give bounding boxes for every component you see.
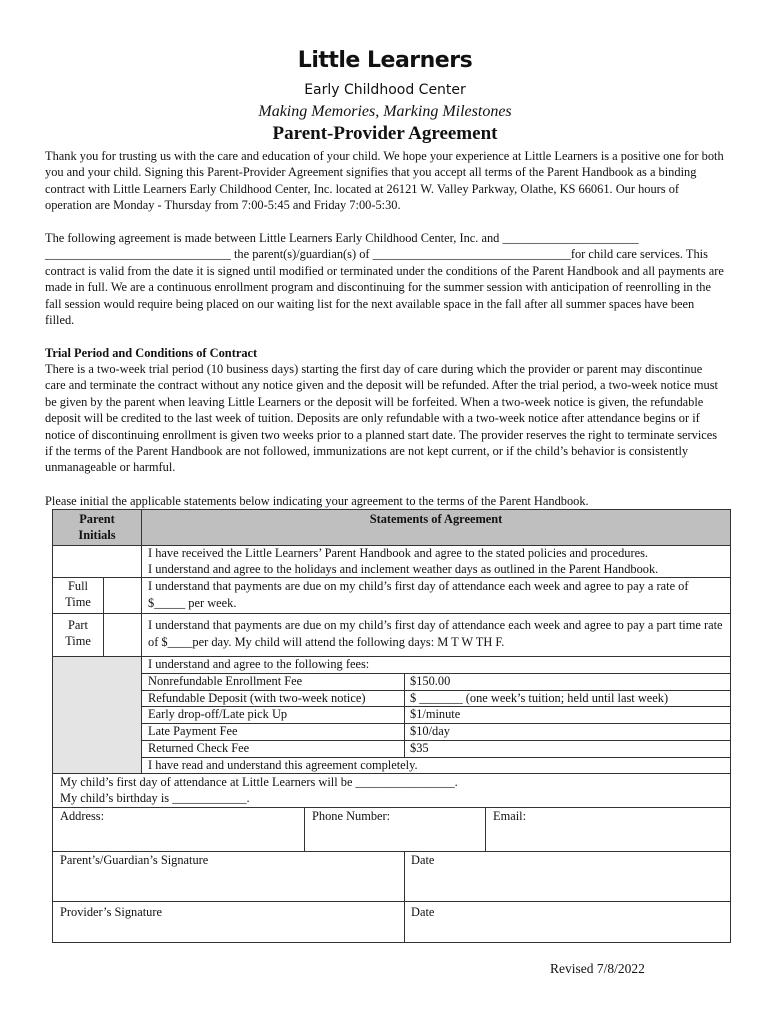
phone-col-divider	[485, 807, 486, 851]
statement-handbook: I have received the Little Learners’ Parent Handbook and agree to the stated policies and procedures.	[148, 546, 648, 560]
fee-name: Late Payment Fee	[148, 724, 238, 738]
tagline: Making Memories, Marking Milestones	[258, 103, 512, 120]
row-line	[53, 901, 730, 902]
fee-name: Returned Check Fee	[148, 741, 250, 755]
parent-signature-label: Parent’s/Guardian’s Signature	[60, 853, 209, 867]
trial-paragraph: There is a two-week trial period (10 business days) starting the first day of care during which the provider or parent may discontinue care and terminate the contract without any notice given and the deposit will be refunded. After the trial period, a two-week notice must be given by the parent when leaving Little Learners or the deposit will be forfeited. When a two-week notice is given, the refundable deposit will be credited to the last week of tuition. Deposits are only refundable with a two-week notice after attendance begins or if notice of discontinuing enrollment is given two weeks prior to a planned start date. The provider reserves the right to terminate services if the terms of the Parent Handbook are not followed, immunizations are not kept current, or if the child’s behavior is consistently unmanageable or harmful.	[45, 362, 718, 475]
statement-full-time: I understand that payments are due on my child’s first day of attendance each week and agree to pay a rate of $_____ per week.	[148, 579, 689, 610]
provider-signature-label: Provider’s Signature	[60, 905, 162, 919]
col-divider	[141, 510, 142, 773]
document-heading: Parent-Provider Agreement	[272, 123, 498, 144]
full-time-label-1: Full	[68, 579, 88, 593]
fee-name: Early drop-off/Late pick Up	[148, 707, 288, 721]
fees-intro: I understand and agree to the following fees:	[148, 657, 370, 671]
first-day-line: My child’s first day of attendance at Little Learners will be ________________.	[60, 775, 458, 789]
subcol-divider	[103, 577, 104, 656]
address-label: Address:	[60, 809, 105, 823]
instruction-text: Please initial the applicable statements below indicating your agreement to the terms of the Parent Handbook.	[45, 494, 589, 508]
email-label: Email:	[493, 809, 527, 823]
agreement-table	[52, 509, 731, 943]
fee-amount: $35	[410, 741, 429, 755]
row-line	[53, 613, 730, 614]
trial-heading: Trial Period and Conditions of Contract	[45, 346, 258, 360]
center-subtitle: Early Childhood Center	[304, 82, 466, 98]
statement-read-agree: I have read and understand this agreement completely.	[148, 758, 418, 772]
parent-date-label: Date	[411, 853, 435, 867]
fee-amount: $1/minute	[410, 707, 461, 721]
fees-initials-shade	[53, 656, 141, 773]
sig-col-divider	[404, 851, 405, 943]
statement-part-time: I understand that payments are due on my child’s first day of attendance each week and agree to pay a part time rate of $____per day. My child will attend the following days: M T W TH F.	[148, 618, 723, 649]
initials-header-line2: Initials	[78, 528, 116, 542]
provider-date-label: Date	[411, 905, 435, 919]
center-title: Little Learners	[297, 48, 473, 73]
birthday-line: My child’s birthday is ____________.	[60, 791, 250, 805]
agreement-paragraph: The following agreement is made between Little Learners Early Childhood Center, Inc. and ______________________ ______________________________ the parent(s)/guardian(s) of ________________________________for child care services. This contract is valid from the date it is signed until modified or terminated under the conditions of the Parent Handbook and all payments are made in full. We are a continuous enrollment program and discontinuing for the summer session with anticipation of reenrolling in the fall session would require being placed on our waiting list for the next available space in the fall after all summer spaces have been filled.	[45, 231, 724, 328]
initials-header-line1: Parent	[79, 512, 115, 526]
fee-col-divider	[404, 673, 405, 757]
fee-name: Refundable Deposit (with two-week notice)	[148, 691, 366, 705]
fee-name: Nonrefundable Enrollment Fee	[148, 674, 303, 688]
revision-date: Revised 7/8/2022	[550, 961, 645, 976]
part-time-label-2: Time	[65, 634, 91, 648]
address-col-divider	[304, 807, 305, 851]
statements-header: Statements of Agreement	[369, 512, 503, 526]
full-time-label-2: Time	[65, 595, 91, 609]
part-time-label-1: Part	[68, 618, 88, 632]
intro-paragraph: Thank you for trusting us with the care and education of your child. We hope your experience at Little Learners is a positive one for both you and your child. Signing this Parent-Provider Agreement signifies that you accept all terms of the Parent Handbook as a binding contract with Little Learners Early Childhood Center, Inc. located at 26121 W. Valley Parkway, Olathe, KS 66061. Our hours of operation are Monday - Thursday from 7:00-5:45 and Friday 7:00-5:30.	[45, 149, 724, 213]
fee-amount: $10/day	[410, 724, 450, 738]
phone-label: Phone Number:	[312, 809, 391, 823]
fee-amount: $ _______ (one week’s tuition; held until last week)	[410, 691, 669, 705]
statement-holidays: I understand and agree to the holidays and inclement weather days as outlined in the Parent Handbook.	[148, 562, 659, 576]
fee-amount: $150.00	[410, 674, 451, 688]
